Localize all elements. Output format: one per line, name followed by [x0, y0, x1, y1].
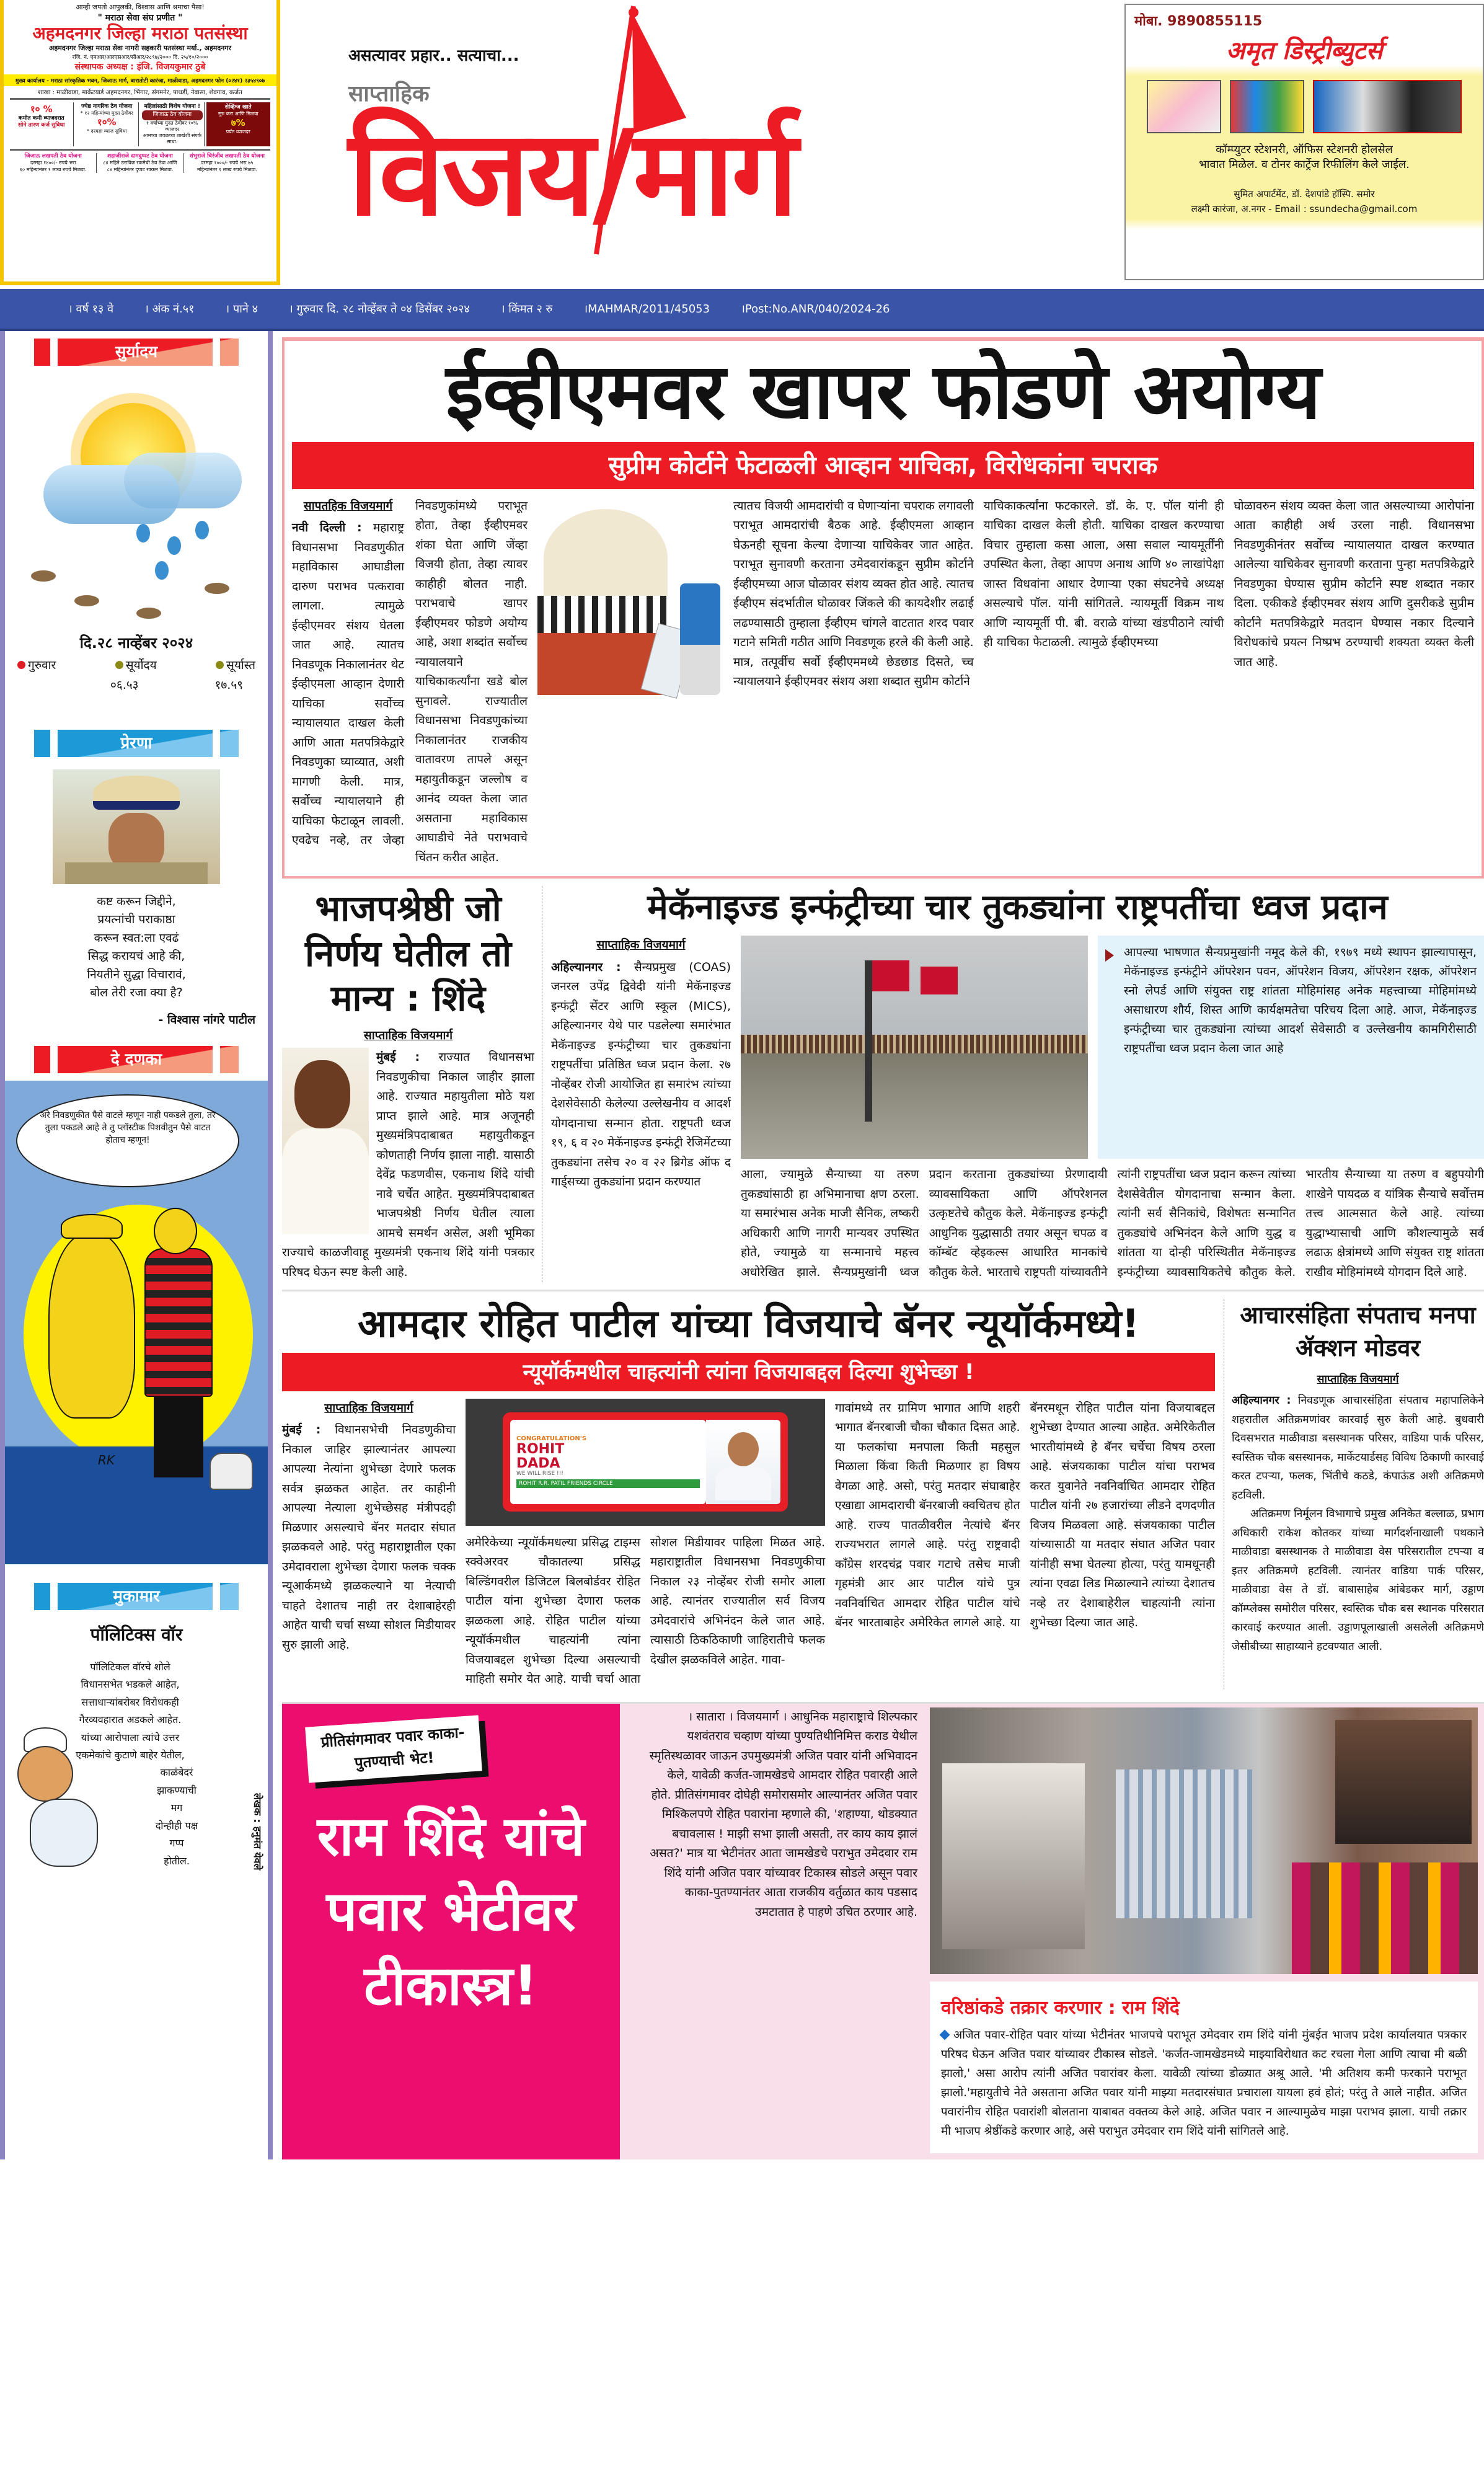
issue-number: । अंक नं.५१ [144, 303, 195, 316]
ajit-pawar-photo [942, 1763, 1085, 1949]
poem-line: काळंबेदरं [160, 1766, 193, 1779]
ad-subtitle: अहमदनगर जिल्हा मराठा सेवा नागरी सहकारी पतसंस्था मर्या., अहमदनगर [48, 44, 232, 53]
poem-line: एकमेकांचे कुटाणे बाहेर येतील, [76, 1748, 185, 1761]
issue-year: । वर्ष १३ वे [68, 303, 114, 316]
money-bag [210, 1453, 253, 1490]
troops-row [741, 1035, 1088, 1053]
quote-line: कष्ट करून जिद्दीने, [97, 895, 176, 908]
poem-line: गप्प [169, 1837, 184, 1849]
army-ceremony-photo [741, 936, 1088, 1159]
plan-title: जिजाऊ लखपती ठेव योजना [24, 153, 82, 159]
lead-column-3: त्यातच विजयी आमदारांची व घेणाऱ्यांना चपराक लगावली पराभूत आमदारांची बैठक आहे. ईव्हीएमला आव्हान घेऊनही सूचना केल्या देणाऱ्या याचिकेवर जात आहेत. पराभूत सुनावणी करताना उमेदवारांकडून सुप्रीम कोर्टाने ईव्हीएमच्या आज घोळावर संशय व्यक्त होत आहे. त्यातच ईव्हीएम संदर्भातील घोळावर जिंकले की कायदेशीर लढाई लढण्यासाठी तुम्हाला ईव्हीएम चांगले वाटतात शरद पवार गटाने समिती गठीत आणि निवडणूक हरले की केली आहे. मात्र, तत्पूर्वीच सर्वो ईव्हीएममध्ये छेडछाड दिसते, च्च न्यायालयाने ईव्हीएमवर संशय अशा शब्दात सुप्रीम कोर्टाने [733, 498, 974, 689]
scheme-title: सेव्हिंग्ज खाते [224, 104, 252, 111]
white-shirt [715, 1466, 771, 1500]
dateline: नवी दिल्ली : [292, 521, 362, 535]
billboard-footer: ROHIT R.R. PATIL FRIENDS CIRCLE [516, 1479, 700, 1488]
ad-quote: " मराठा सेवा संघ प्रणीत " [97, 13, 183, 23]
army-photo-row [741, 936, 1484, 1159]
weekday-label: गुरुवार [28, 658, 56, 672]
quote-line: प्रयत्नांची पराकाष्ठा [97, 913, 175, 927]
byline: सापतहिक विजयमार्ग [303, 498, 393, 513]
section-four [282, 1702, 1484, 2159]
pawar-meeting-photo-collage [930, 1707, 1478, 1974]
quote-author: - विश्वास नांगरे पाटील [158, 1012, 255, 1027]
scheme-line: * दरमहा व्याज सुविधा [86, 128, 127, 135]
lead-column-1: महाराष्ट्र विधानसभा निवडणुकीत महाविकास आघाडीला दारुण पराभव पत्करावा लागला. त्यामुळे ईव्हीएमवर संशय घेतला जात आहे. त्यातच निवडणूक निकालानंतर थेट ईव्हीएमला आव्हान देणारी याचिका सर्वोच्च न्यायालयात दाखल केली आणि आता मतपत्रिकेद्वारे निवडणुका घ्याव्यात, अशी मागणी केली. मात्र, सर्वोच्च न्यायालयाने ही याचिका फेटाळून लावली. एवढेच नव्हे, तर जेव्हा निवडणुकांमध्ये [292, 498, 477, 848]
rohit-patil-portrait [706, 1420, 780, 1504]
poem-line: पॉलिटिकल वॉरचे शोले [90, 1660, 170, 1673]
poem-line: होतील. [164, 1854, 190, 1867]
story-text: राज्यात विधानसभा निवडणुकीचा निकाल जाहीर झाला आहे. राज्यात महायुतीला मोठे यश प्राप्त झाले आहे. मात्र अजूनही मुख्यमंत्रिपदाबाबत महायुतीकडून कोणताही निर्णय झाला नाही. यासाठी देवेंद्र फडणवीस, एकनाथ शिंदे यांची नावे चर्चेत आहेत. मुख्यमंत्रिपदाबाबत भाजपश्रेष्ठी निर्णय घेतील त्याला आमचे समर्थन असेल, अशी भूमिका राज्याचे काळजीवाहू मुख्यमंत्री एकनाथ शिंदे यांनी पत्रकार परिषद घेऊन स्पष्ट केली आहे. [282, 1050, 534, 1279]
prerna-quote [5, 893, 268, 1003]
paper-image [1147, 80, 1221, 133]
ad-address-email: लक्ष्मी कारंजा, अ.नगर - Email : ssundecha@gmail.com [1191, 203, 1418, 215]
byline: साप्ताहिक विजयमार्ग [1317, 1373, 1399, 1386]
main-content [273, 331, 1484, 2159]
diamond-bullet-icon [940, 2029, 950, 2040]
suspect-legs [154, 1397, 203, 1477]
ad-registration: रजि. नं. एनआर/आरएसआर/सीआर/२८९७/२००० दि. २५/१०/२००० [72, 55, 208, 61]
bird-icon [74, 595, 99, 606]
billboard-content [510, 1420, 706, 1504]
ad-line: कॉम्प्युटर स्टेशनरी, ऑफिस स्टेशनरी होलसेल [1216, 143, 1393, 156]
cartoonist-signature: RK [98, 1452, 115, 1468]
plan-line: दरमहा १४००/- रुपये भरा [30, 160, 76, 166]
newspaper-title[interactable]: विजय/मार्ग [348, 105, 796, 242]
voters-queue-photo [1292, 1862, 1478, 1974]
manpa-story-body [1232, 1370, 1484, 1657]
raindrop-icon [167, 536, 181, 555]
scheme-line: पर्यंत व्याजदर [226, 129, 250, 135]
plan-title: शहाजीराजे दामदुप्पट ठेव योजना [107, 153, 173, 159]
ad-office-address: मुख्य कार्यालय - मराठा सांस्कृतिक भवन, जिजाऊ मार्ग, बारातोटी कारंजा, माळीवाडा, अहमदनगर फोन (०२४१) २३५४९०७ [4, 74, 276, 86]
shinde-story-body [282, 1026, 534, 1283]
face [294, 1060, 350, 1128]
rohit-middle-columns [466, 1533, 825, 1690]
poem-line: झाकण्याची [157, 1784, 197, 1796]
quote-line: करून स्वत:ला एवढं [94, 931, 179, 945]
political-cartoon [5, 1081, 268, 1564]
scheme-rate: ७% [231, 117, 245, 129]
suspect-figure [144, 1248, 213, 1397]
plan-line: ८४ महिने ठराविक रकमेची ठेव ठेवा आणि [103, 160, 177, 166]
pawar-right [930, 1707, 1478, 2153]
rohit-column-3: चर्चा आता सोशल मिडीयावर पाहिला मिळत आहे. महाराष्ट्रातील विधानसभा निवडणुकीचा निकाल २३ नोव्हेंबर रोजी समोर आला आहे. त्यानंतर राज्यातील सर्व विजय उमेदवारांचे अभिनंदन केले जात आहे. त्यासाठी ठिकठिकाणी जाहिरातीचे फलक देखील झळकविले आहेत. गावा- [596, 1535, 825, 1686]
lead-story-frame [282, 337, 1484, 879]
byline: साप्ताहिक विजयमार्ग [363, 1028, 453, 1042]
policeman-figure [48, 1233, 135, 1419]
ad-line: भावात मिळेल. व टोनर कार्ट्रेज रिफीलिंग केले जाईल. [1199, 158, 1410, 171]
rohit-right-columns [835, 1399, 1215, 1690]
face [728, 1432, 759, 1466]
army-story-top [551, 936, 1484, 1282]
bird-icon [205, 583, 229, 594]
vvpat-machine [680, 583, 720, 695]
sunrise-label: सूर्योदय [125, 658, 157, 672]
scheme-line: * १२ महिन्यांच्या मुदत ठेवीवर [80, 110, 133, 117]
billboard-congrats: CONGRATULATION'S [516, 1435, 587, 1443]
billboard-screen [503, 1412, 788, 1512]
masthead [280, 0, 1103, 285]
army-column-5: भारतीय सैन्याच्या या तरुण व बहुपयोगी शाखेने पायदळ व यांत्रिक सैन्याचे सर्वोत्तम तत्त्व आत्मसात केले आहे. त्यांच्या युद्धाभ्यासाची आणि कौशल्यामुळे सर्व लढाऊ क्षेत्रांमध्ये आणि संयुक्त राष्ट्र शांतता राखीव मोहिमांमध्ये योगदान दिले आहे. [1305, 1167, 1484, 1279]
army-highlight-box [1098, 936, 1484, 1159]
computer-accessories-image [1313, 80, 1462, 133]
byline: साप्ताहिक विजयमार्ग [324, 1401, 413, 1415]
manpa-headline[interactable]: आचारसंहिता संपताच मनपा ॲक्शन मोडवर [1240, 1301, 1476, 1362]
shinde-story [282, 886, 542, 1282]
army-headline[interactable]: मेकॅनाइज्ड इन्फंट्रीच्या चार तुकड्यांना राष्ट्रपतींचा ध्वज प्रदान [647, 887, 1388, 928]
dateline: अहिल्यानगर : [551, 960, 621, 974]
weather-labels [5, 653, 268, 673]
manpa-story [1224, 1299, 1484, 1690]
times-square-billboard-photo [466, 1399, 825, 1526]
raindrop-icon [155, 561, 169, 580]
raindrop-icon [195, 521, 209, 539]
poem-line: यांच्या आरोपाला त्यांचे उत्तर [81, 1731, 180, 1743]
issue-info-bar [0, 289, 1484, 331]
plan-line: ६० महिन्यांनंतर १ लाख रुपये मिळवा. [19, 166, 87, 172]
left-sidebar [0, 331, 273, 2159]
registration-number: ।MAHMAR/2011/45053 [583, 303, 710, 316]
lead-column-2: पराभूत होता, तेव्हा ईव्हीएमवर शंका घेता आणि जेंव्हा विजयी होता, तेव्हा त्यावर काहीही बोलत नाही. पराभवाचे खापर ईव्हीएमवर फोडणे अयोग्य आहे, अशा शब्दांत सर्वोच्च न्यायालयाने याचिकाकर्त्यांना खडे बोल सुनावले. राज्यातील विधानसभा निवडणुकांच्या निकालानंतर राजकीय वातावरण तापले असून महायुतीकडून जल्लोष व आनंद व्यक्त केला जात असताना महाविकास आघाडीचे नेते पराभवाचे चिंतन करीत आहेत. [415, 498, 528, 864]
ad-brand: अमृत डिस्ट्रीब्युटर्स [1226, 37, 1383, 65]
pawar-feature-panel [282, 1704, 620, 2159]
poem-line: सत्ताधाऱ्यांबरोबर विरोधकही [81, 1696, 179, 1708]
court-columns [537, 596, 674, 633]
lead-headline[interactable]: ईव्हीएमवर खापर फोडणे अयोग्य [446, 347, 1320, 436]
ad-plans [10, 153, 270, 173]
cloud-icon [124, 453, 242, 508]
plan-line: महिन्यांनंतर १ लाख रुपये मिळवा. [197, 166, 257, 172]
sunset-time: १७.५९ [214, 678, 243, 692]
page-number: । पाने ४ [225, 303, 258, 316]
advertisement-amrut-distributors [1124, 4, 1484, 280]
rohit-columns [282, 1399, 1215, 1690]
scheme-line: आमच्या जवळच्या शाखेशी संपर्क साधा. [143, 132, 201, 144]
lead-column-4: याचिकाकर्त्यांना फटकारले. डॉ. के. ए. पॉल यांनी ही याचिका दाखल केली होती. याचिका दाखल करण्याचा विचार तुम्हाला कसा आला, असा सवाल न्यायमूर्तींनी उपस्थित केला, तेव्हा आपण अनाथ आणि ४० लाखांपेक्षा जास्त विधवांना आधार देणाऱ्या एका संघटनेचे अध्यक्ष असल्याचे पॉल. यांनी सांगितले. न्यायमूर्ती विक्रम नाथ आणि न्यायमूर्ती पी. बी. वराळे यांच्या खंडपीठाने त्यांची ही याचिका फेटाळली. त्यामुळे ईव्हीएमच्या [983, 498, 1224, 650]
scheme-savings [206, 102, 271, 146]
story-text: निवडणूक आचारसंहिता संपताच महापालिकेने शहरातील अतिक्रमणांवर कारवाई सुरु केली आहे. बुधवारी दिवसभरात माळीवाडा बसस्थानक परिसर, वाडिया पार्क परिसर, स्वस्तिक चौक बसस्थानक, मार्केटयार्डसह विविध ठिकाणी कारवाई करत टपऱ्या, फलक, भिंतीचे कठडे, कंपाऊंड अशी अतिक्रमणे हटविली. [1232, 1394, 1484, 1502]
scheme-women [141, 102, 205, 146]
plan-title: शंभुराजे चिरंजीव लखपती ठेव योजना [189, 153, 265, 159]
masthead-weekly-label: साप्ताहिक [348, 81, 430, 107]
scheme-line: सोने तारण कर्ज सुविधा [18, 122, 65, 129]
rohit-middle [466, 1399, 825, 1690]
sunset [216, 657, 255, 673]
speech-bubble: अरे निवडणुकीत पैसे वाटले म्हणून नाही पकडले तुला, तर तुला पकडले आहे ते तु प्लॉस्टीक पिशवीतुन पैसे वाटत होताच म्हणून! [16, 1094, 239, 1187]
pawar-story-body: । सातारा । विजयमार्ग । आधुनिक महाराष्ट्राचे शिल्पकार यशवंतराव चव्हाण यांच्या पुण्यतिथीनिमित्त कराड येथील स्मृतिस्थळावर जाऊन उपमुख्यमंत्री अजित पवार यांनी अभिवादन केले, यावेळी कर्जत-जामखेडचे आमदार रोहित पवारही आले होते. प्रीतिसंगमावर दोघेही समोरासमोर आल्यानंतर अजित पवार मिश्किलपणे रोहित पवारांना म्हणाले की, 'शहाण्या, थोडक्यात बचावलास ! माझी सभा झाली असती, तर काय काय झालं असत?' मात्र या भेटीनंतर आता जामखेडचे पराभुत उमेदवार राम शिंदे यांनी अजित पवार यांच्यावर टिकास्त्र सोडले असून पवार काका-पुतण्यानंतर आता राजकीय वर्तुळात काय पडसाद उमटातात हे पाहणे उचित ठरणार आहे. [649, 1709, 917, 1919]
mukamar-body [5, 1658, 268, 1871]
ad-address: सुमित अपार्टमेंट, डॉ. देशपांडे हॉस्पि. समोर [1234, 188, 1375, 200]
weather-date: दि.२८ नाव्हेंबर २०२४ [79, 634, 193, 652]
highlight-text: आपल्या भाषणात सैन्यप्रमुखांनी नमूद केले की, १९७९ मध्ये स्थापन झाल्यापासून, मेकॅनाइज्ड इन्फंट्रीने ऑपरेशन पवन, ऑपरेशन विजय, ऑपरेशन रक्षक, ऑपरेशन स्नो लेपर्ड आणि संयुक्त राष्ट्र शांतता मोहिमांसह अनेक महत्त्वाच्या मोहिमांमध्ये असाधारण शौर्य, शिस्त आणि कार्यक्षमतेचा परिचय दिला आहे. आज, मेकॅनाइज्ड इन्फंट्रीच्या चार तुकड्यांना त्यांच्या आदर्श सेवेसाठी व उल्लेखनीय कामगिरीसाठी राष्ट्रपतींचा ध्वज प्रदान केला जात आहे [1124, 946, 1477, 1056]
billboard-name1: ROHIT [516, 1442, 565, 1458]
plan-jijau [10, 153, 97, 173]
complaint-box [930, 1982, 1478, 2153]
scheme-rate: १० % [30, 104, 53, 115]
poem-line: गैरव्यवहारात अडकले आहेत. [79, 1714, 182, 1726]
complaint-title[interactable]: वरिष्ठांकडे तक्रार करणार : राम शिंदे [941, 1996, 1180, 2019]
ad-name: अहमदनगर जिल्हा मराठा पतसंस्था [32, 23, 248, 43]
quote-line: सिद्ध करायचं आहे की, [87, 949, 185, 963]
rohit-headline[interactable]: आमदार रोहित पाटील यांच्या विजयाचे बॅनर न्यूयॉर्कमध्ये! [358, 1301, 1139, 1347]
lead-story-columns [292, 497, 1474, 868]
byline: साप्ताहिक विजयमार्ग [596, 938, 686, 952]
scheme-gold-loan [10, 102, 74, 146]
advertisement-maratha-patsanstha [0, 0, 280, 285]
ad-schemes [10, 102, 270, 151]
sun-times [5, 673, 268, 693]
rohit-column-5: बॅनरमधून रोहित पाटील यांना विजयाबद्दल शुभेच्छा देण्यात आल्या आहेत. अमेरिकेतील भारतीयांमध्ये हे बॅनर चर्चेचा विषय ठरला आहे. संजयकाका पाटील यांचा पराभव करत युवानेते नवनिर्वाचित आमदार रोहित पाटील यांनी २७ हजारांच्या लीडने दणदणीत विजय मिळवला आहे. संजयकाका पाटील यांच्यासाठी या मतदार संघात अजित पवार यांनीही सभा घेतल्या होत्या, परंतु यामधूनही त्यांना एवढा लिड मिळाल्याने त्यांच्या देशातच नव्हे तर देशाबाहेरील चाहत्यांनी त्यांना शुभेच्छा दिल्या जात आहे. [1030, 1401, 1215, 1630]
rohit-column-2: अमेरिकेच्या न्यूयॉर्कमधल्या प्रसिद्ध टाइम्स स्क्वेअरवर चौकातल्या प्रसिद्ध बिल्डिंगवरील डिजिटल बिलबोर्डवर रोहित पाटील यांना शुभेच्छा देणारा फलक झळकला आहे. रोहित पाटील यांच्या न्यूयॉर्कमधील चाहत्यांनी त्यांना विजयाबद्दल शुभेच्छा दिल्या असल्याची माहिती समोर येत आहे. याची [466, 1535, 640, 1686]
olive-dot-icon [216, 661, 224, 669]
plan-shambhuraje [184, 153, 270, 173]
play-triangle-icon [1105, 949, 1114, 962]
regimental-flag [872, 960, 909, 991]
olive-dot-icon [115, 661, 123, 669]
scheme-line: सुरु करा आणि मिळवा [218, 111, 258, 117]
regimental-flag [921, 967, 958, 994]
sunset-label: सूर्यास्त [226, 658, 255, 672]
ad-branches: शाखा : माळीवाडा, मार्केटयार्ड अहमदनगर, भिंगार, संगमनेर, पाथर्डी, नेवासा, शेवगाव, कर्जत [10, 87, 270, 100]
cartoon-heading: दे दणका [34, 1046, 239, 1073]
page-header [0, 0, 1484, 289]
plan-shahajiraje [97, 153, 183, 173]
ad-mobile: मोबा. 9890855115 [1134, 14, 1263, 29]
police-cap [61, 1214, 123, 1239]
eknath-shinde-photo [282, 1048, 369, 1234]
mukamar-heading: मुकामार [34, 1583, 239, 1610]
scheme-line: कमीत कमी व्याजदरात [18, 115, 64, 122]
army-story-right [741, 936, 1484, 1282]
complaint-body [941, 2026, 1467, 2141]
billboard-name2: DADA [516, 1456, 560, 1472]
rohit-subheadline: न्यूयॉर्कमधील चाहत्यांनी त्यांना विजयाबद्दल दिल्या शुभेच्छा ! [282, 1353, 1215, 1391]
poem-line: दोन्हीही पक्ष [155, 1819, 198, 1831]
red-dot-icon [17, 661, 25, 669]
army-column-2: आला, ज्यामुळे सैन्याच्या या तरुण तुकड्यांसाठी हा अभिमानाचा क्षण ठरला. या समारंभास अनेक माजी सैनिक, लष्करी अधिकारी आणि नागरी मान्यवर उपस्थित होते, ज्यामुळे या सन्मानाचे महत्त्व अधोरेखित झाले. [741, 1167, 919, 1279]
prerna-heading: प्रेरणा [34, 730, 239, 757]
story-text: अतिक्रमण निर्मूलन विभागाचे प्रमुख अनिकेत बल्लाळ, प्रभाग अधिकारी राकेश कोतकर यांच्या मार्गदर्शनाखाली पथकाने माळीवाडा बसस्थानक ते माळीवाडा वेस परिसरातील टपऱ्या व इतर अतिक्रमणे हटविली. त्यानंतर वाडिया पार्क परिसर, माळीवाडा वेस ते डॉ. बाबासाहेब आंबेडकर मार्ग, उड्डाण कॉम्प्लेक्स समोरील परिसर, स्वस्तिक चौक बस स्थानक परिसरात कारवाई करण्यात आली. उड्डाणपूलाखाली असलेली अतिक्रमणे जेसीबीच्या साहाय्याने हटवण्यात आली. [1232, 1508, 1484, 1653]
shinde-headline[interactable]: भाजपश्रेष्ठी जो निर्णय घेतील तो मान्य : शिंदे [305, 887, 511, 1020]
kurta [30, 1799, 98, 1867]
police-cap [93, 776, 180, 810]
rohit-column-1 [282, 1399, 456, 1690]
section-three [282, 1290, 1484, 1697]
supreme-court-evm-image [537, 497, 723, 707]
scheme-line: १ वर्षाच्या मुदत ठेवीवर १०% व्याजदर [146, 120, 198, 132]
army-lower-columns [741, 1165, 1484, 1282]
army-column-4: राष्ट्रपतींचा ध्वज प्रदान करून त्यांच्या देशसेवेतील योगदानाचा सन्मान केला. त्यांनी सर्व सैनिकांचे, विशेषतः सन्मानित तुकड्यांचे अभिनंदन केले आणि युद्ध व शांतता या दोन्ही परिस्थितीत मेकॅनाइज्ड इन्फंट्रीच्या व्यावसायिकतेचे कौतुक केले. [1117, 1167, 1296, 1279]
postal-number: ।Post:No.ANR/040/2024-26 [741, 303, 890, 316]
rohit-column-4: गावांमध्ये तर ग्रामिण भागात आणि शहरी भागात बॅनरबाजी चौका चौकात दिसत आहे. या फलकांचा मनपाला किती महसुल मिळाला किंवा किती मिळणार हा विषय वेगळा आहे. असो, परंतु मतदार संघाबाहेर एखाद्या आमदाराची बॅनरबाजी क्वचितच होत आहे. राज्य पातळीवरील नेत्यांचे बॅनर राज्यभरात लागले आहे. परंतु राष्ट्रवादी काँग्रेस शरदचंद्र पवार गटाचे तसेच माजी गृहमंत्री आर आर पाटील यांचे पुत्र नवनिर्वाचित आमदार रोहित पाटील यांचे बॅनर भारताबाहेर अमेरिकेत लागले आहे. या [835, 1401, 1020, 1630]
quote-line: बोल तेरी रजा क्या है? [90, 986, 183, 1000]
lead-subheadline: सुप्रीम कोर्टाने फेटाळली आव्हान याचिका, विरोधकांना चपराक [292, 442, 1474, 489]
pawar-story-background [620, 1704, 1484, 2159]
weather-illustration [31, 378, 242, 626]
bird-icon [136, 608, 161, 619]
suspect-head [154, 1208, 197, 1254]
poem-author: लेखक : हनुमंत येवले [252, 1792, 263, 1871]
evm-photo [1116, 1769, 1252, 1918]
army-column-3: सैन्यप्रमुखांनी ध्वज प्रदान करताना तुकड्यांच्या प्रेरणादायी व्यावसायिकता आणि ऑपरेशनल उत्कृष्टतेचे कौतुक केले. मेकॅनाइज्ड इन्फंट्री आधुनिक युद्धासाठी तयार असून चपळ व कॉम्बॅट व्हेइकल्स आधारित मानकांचे कौतुक केले. भारताचे राष्ट्रपती यांच्यावतीने त्यांनी [833, 1167, 1141, 1279]
issue-date: । गुरुवार दि. २८ नोव्हेंबर ते ०४ डिसेंबर २०२४ [288, 303, 470, 316]
scheme-badge: जिजाऊ ठेव योजना [142, 110, 203, 120]
ad-tagline: आम्ही जपतो आपुलकी, विश्वास आणि श्रमाचा पैसा! [76, 3, 205, 11]
army-column-1 [551, 936, 731, 1282]
column-text: विधानसभेची निवडणुकीचा निकाल जाहिर झाल्यानंतर आपल्या आपल्या नेत्यांना शुभेच्छा देणारे फलक सर्वत्र झळकत आहेत. तर काहीनी आपल्या नेत्याला शुभेच्छेसह मंत्रीपदही मिळणार असल्याचे बॅनर मतदार संघात झळकवले आहे. परंतु महाराष्ट्रातील एका उमेदावराला शुभेच्छा देणारा फलक चक्क न्यूआर्कमध्ये झळकल्याने या नेत्याची चाहते देशातच नाही तर देशाबाहेरही आहेत याची चर्चा सध्या सोशल मिडीयावर सुरु झाली आहे. [282, 1423, 456, 1652]
sunrise-time: ०६.५३ [110, 678, 139, 692]
court-dome [544, 509, 668, 608]
complaint-text: अजित पवार-रोहित पवार यांच्या भेटीनंतर भाजपचे पराभूत उमेदवार राम शिंदे यांनी मुंबईत भाजप प्रदेश कार्यालयात पत्रकार परिषद घेऊन अजित पवार यांच्यावर टीकास्त्र सोडले. 'कर्जत-जामखेडमध्ये माझ्याविरोधात कट रचला गेला आणि त्याचा मी बळी झालो,' असा आरोप त्यांनी अजित पवारांवर केला. यावेळी त्यांच्या डोळ्यात अश्रू आले. 'मी अतिशय कमी फरकाने पराभूत झालो.'महायुतीचे नेते असताना अजित पवार यांनी माझ्या मतदारसंघात प्रचाराला यायला हवं होतं; परंतु ते आले नाहीत. अजित पवारांनीच रोहित पवारांशी बोलताना याबाबत वक्तव्य केले आहे. अजित पवार न आल्यामुळेच माझा पराभव झाला. याची तक्रार मी भाजप श्रेष्ठींकडे करणार आहे, असे पराभुत उमेदवार राम शिंदे यांनी सांगितले आहे. [941, 2028, 1467, 2138]
poem-title: पॉलिटिक्स वॉर [90, 1624, 183, 1645]
laughing-face [17, 1746, 73, 1802]
issue-price: । किंमत २ रु [500, 303, 553, 316]
weekday [17, 657, 56, 673]
pawar-meeting-label: प्रीतिसंगमावर पवार काका-पुतण्याची भेट! [305, 1715, 482, 1783]
army-story [551, 886, 1484, 1282]
flag-pole [865, 960, 872, 1122]
sunrise [115, 657, 157, 673]
scheme-title: महिलांसाठी विशेष योजना ! [144, 104, 201, 110]
section-two [282, 879, 1484, 1290]
stationery-image [1230, 80, 1304, 133]
plan-line: दरमहा १०००/- रुपये भरा ७५ [201, 160, 254, 166]
raindrop-icon [136, 524, 150, 542]
billboard-tagline: WE WILL RISE !!! [516, 1471, 563, 1477]
lead-column-5: घोळावरुन संशय व्यक्त केला जात असल्याच्या आरोपांना आता काहीही अर्थ उरला नाही. विधानसभा निवडणुकीनंतर सर्वोच्च न्यायालयात दाखल करण्यात आलेल्या याचिकेवर सुनावणी करताना पुन्हा मतपत्रिकेद्वारे निवडणुका घेण्यास सुप्रीम कोर्टाने स्पष्ट शब्दात नकार दिला. एकीकडे ईव्हीएमवर संशय आणि दुसरीकडे सुप्रीम कोर्टाने मतपत्रिकेद्वारे मतदान घेण्यास नकार दिल्याने विरोधकांचे प्रयत्न निष्प्रभ ठरण्याची शक्यता व्यक्त केली जात आहे. [1234, 498, 1475, 669]
ram-shinde-photo [1335, 1720, 1472, 1844]
pawar-headline[interactable]: राम शिंदे यांचे पवार भेटीवर टीकास्त्र! [317, 1804, 585, 2018]
lead-column-1-2 [292, 497, 528, 868]
bird-icon [31, 570, 56, 582]
poem-line: विधानसभेत भडकले आहेत, [81, 1678, 180, 1691]
scheme-senior-citizen [76, 102, 139, 146]
scheme-title: ज्येष्ठ नागरिक ठेव योजना [81, 104, 133, 110]
quote-line: नियतीने सुद्धा विचारावं, [87, 967, 186, 981]
dateline: मुंबई : [376, 1050, 420, 1065]
masthead-slogan: असत्यावर प्रहार.. सत्याचा... [348, 46, 519, 65]
uniform [65, 862, 208, 884]
ad-product-images [1134, 80, 1474, 133]
officer-photo [53, 769, 220, 884]
dateline: मुंबई : [282, 1423, 321, 1437]
scheme-rate: १०% [97, 117, 117, 128]
rohit-story [282, 1299, 1215, 1690]
politician-caricature [11, 1727, 104, 1870]
ad-president: संस्थापक अध्यक्ष : इंजि. विजयकुमार ठुबे [74, 62, 206, 73]
column-text: सैन्यप्रमुख (COAS) जनरल उपेंद्र द्विवेदी यांनी मेकॅनाइज्ड इन्फंट्री सेंटर आणि स्कूल (MICS), अहिल्यानगर येथे पार पडलेल्या समारंभात मेकॅनाइज्ड इन्फंट्रीच्या चार तुकड्यांना राष्ट्रपतींचा प्रतिष्ठित ध्वज प्रदान केला. २७ नोव्हेंबर रोजी आयोजित हा समारंभ त्यांच्या देशसेवेसाठी केलेल्या उल्लेखनीय व आदर्श योगदानाचा सन्मान होता. राष्ट्रपती ध्वज १९, ६ व २० मेकॅनाइज्ड इन्फंट्री रेजिमेंटच्या तुकड्यांना तसेच २० व २२ ब्रिगेड ऑफ द गार्ड्सच्या तुकड्यांना प्रदान करण्यात [551, 960, 731, 1189]
dateline: अहिल्यानगर : [1232, 1394, 1291, 1407]
page-body [0, 331, 1484, 2159]
poem-line: मग [170, 1802, 183, 1814]
white-kurta [282, 1128, 369, 1234]
plan-line: ८४ महिन्यांनंतर दुप्पट रक्कम मिळवा. [107, 166, 174, 172]
weather-heading: सुर्यादय [34, 339, 239, 366]
